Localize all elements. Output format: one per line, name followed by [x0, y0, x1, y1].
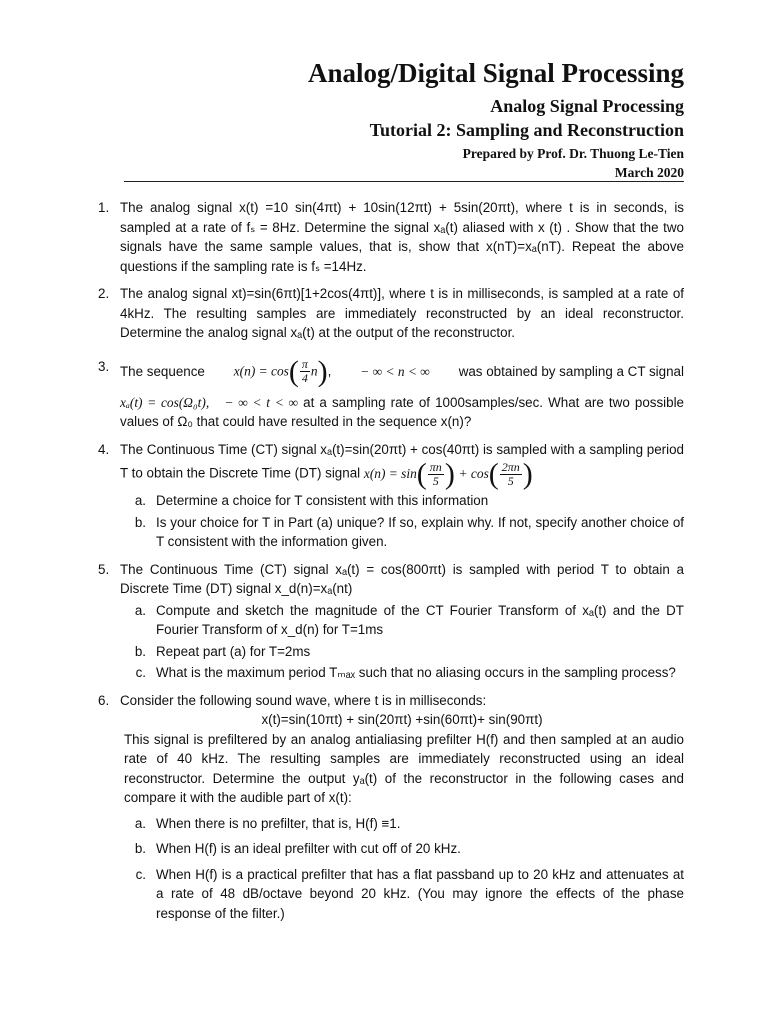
question-text: The analog signal x(t) =10 sin(4πt) + 10sin(12πt) + 5sin(20πt), where t is in seconds, is sampled at a rate of fₛ = 8Hz. Determine the signal xₐ(t) aliased with x (t) . Show that the two signals have the same sample values, that is, show that x(nT)=xₐ(nT). Repeat the above questions if the sampling rate is fₛ =14Hz.: [120, 200, 684, 274]
question-2: [98, 284, 684, 343]
question-body: [120, 440, 684, 552]
sub-text: Repeat part (a) for T=2ms: [156, 643, 311, 659]
close-paren: ): [522, 457, 533, 490]
question-number: 5.: [98, 561, 110, 577]
sub-label: b.: [134, 643, 146, 659]
sequence-lhs: x(n) = cos: [233, 363, 289, 379]
sub-label: a.: [134, 815, 146, 831]
sub-label: a.: [134, 493, 146, 508]
open-paren: (: [288, 354, 299, 388]
document-header: [308, 56, 684, 182]
author-line: Prepared by Prof. Dr. Thuong Le-Tien: [462, 146, 684, 161]
sub-text: When H(f) is an ideal prefilter with cut off of 20 kHz.: [156, 841, 461, 856]
question-body: [120, 560, 684, 683]
sub-text: When H(f) is a practical prefilter that has a flat passband up to 20 kHz and attenuates at a rate of 48 dB/octave beyond 20 kHz. (You may ignore the effects of the phase response of the filter.): [156, 866, 684, 921]
question-list: [98, 198, 684, 931]
question-number: 1.: [98, 200, 110, 215]
plus-cos: + cos: [458, 465, 489, 481]
question-body: [120, 354, 684, 432]
n-range: − ∞ < n < ∞: [360, 363, 430, 379]
date-line: March 2020: [614, 165, 684, 180]
sound-wave-equation: x(t)=sin(10πt) + sin(20πt) +sin(60πt)+ sin(90πt): [261, 712, 543, 727]
sub-question-c: [120, 865, 684, 924]
sub-label: b.: [134, 841, 146, 856]
sequence-formula: x(n) = cos( $\frac{\pi}{4}$ n),: [233, 354, 332, 388]
ct-signal-formula: xₐ(t) = cos(Ω₀t),: [120, 394, 210, 410]
sub-question-a: [120, 814, 684, 834]
question-5: [98, 560, 684, 683]
close-paren: ): [444, 457, 455, 490]
question-intro: Consider the following sound wave, where t is in milliseconds:: [120, 692, 487, 708]
sub-question-a: [120, 601, 684, 640]
fraction-numerator: 2πn: [501, 459, 520, 474]
question-text: The Continuous Time (CT) signal xₐ(t) = cos(800πt) is sampled with period T to obtain a Discrete Time (DT) signal x_d(n)=xₐ(nt): [120, 561, 684, 596]
sub-text: When there is no prefilter, that is, H(f) ≡1.: [156, 815, 401, 831]
fraction-numerator: π: [301, 357, 308, 371]
close-paren: ): [317, 354, 328, 388]
fraction-denominator: 5: [432, 473, 439, 488]
question-number: 2.: [98, 286, 110, 301]
question-3: [98, 354, 684, 432]
question-number: 6.: [98, 692, 110, 708]
pi-over-4-fraction: [300, 358, 310, 385]
question-4: [98, 440, 684, 552]
pi-n-over-5-fraction: [428, 461, 444, 488]
sub-question-b: [120, 839, 684, 859]
tutorial-title: Tutorial 2: Sampling and Reconstruction: [369, 120, 684, 140]
seq-lead: The sequence: [120, 363, 205, 379]
t-range: − ∞ < t < ∞: [224, 394, 299, 410]
question-number: 4.: [98, 441, 110, 457]
question-6: [98, 691, 684, 924]
sub-question-a: [120, 491, 684, 511]
sub-question-c: [120, 663, 684, 683]
header-divider: [124, 181, 684, 182]
question-body: [120, 691, 684, 924]
question-tail: at a sampling rate of 1000samples/sec. What are two possible values of Ω₀ that could have resulted in the sequence x(n)?: [120, 394, 684, 429]
fraction-numerator: πn: [429, 459, 442, 474]
question-text: This signal is prefiltered by an analog antialiasing prefilter H(f) and then sampled at an audio rate of 40 kHz. The resulting samples are immediately reconstructed using an ideal reconstructor. Determine the output yₐ(t) of the reconstructor in the following cases and compare it with the audible part of x(t):: [124, 731, 684, 805]
fraction-denominator: 4: [301, 371, 308, 385]
sub-label: c.: [135, 665, 146, 680]
formula-lhs: x(n) = sin: [363, 465, 417, 481]
sub-label: b.: [134, 514, 146, 530]
sub-question-b: [120, 642, 684, 662]
sub-text: Determine a choice for T consistent with this information: [156, 493, 489, 508]
open-paren: (: [488, 457, 499, 490]
sub-text: Is your choice for T in Part (a) unique? If so, explain why. If not, specify another choice of T consistent with the information given.: [156, 514, 684, 549]
question-text: The Continuous Time (CT) signal xₐ(t)=sin(20πt) + cos(40πt) is sampled with a sampling period T to obtain the Discrete Time (DT) signal: [120, 441, 684, 481]
n-variable: n: [310, 363, 318, 379]
question-number: 3.: [98, 358, 110, 374]
fraction-denominator: 5: [507, 473, 514, 488]
sub-question-b: [120, 513, 684, 552]
2pi-n-over-5-fraction: [500, 461, 522, 488]
open-paren: (: [416, 457, 427, 490]
dt-signal-formula: [363, 457, 533, 490]
sub-text: Compute and sketch the magnitude of the CT Fourier Transform of xₐ(t) and the DT Fourier Transform of x_d(n) for T=1ms: [156, 602, 684, 637]
sub-label: c.: [135, 866, 146, 882]
mid-text: was obtained by sampling a CT signal: [458, 363, 684, 379]
question-1: [98, 198, 684, 276]
question-text: The analog signal xt)=sin(6πt)[1+2cos(4πt)], where t is in milliseconds, is sampled at a rate of 4kHz. The resulting samples are immediately reconstructed by an ideal reconstructor. Determine the analog signal xₐ(t) at the output of the reconstructor.: [120, 286, 684, 340]
document-title: Analog/Digital Signal Processing: [307, 58, 684, 88]
document-subtitle: Analog Signal Processing: [490, 96, 684, 116]
sub-label: a.: [134, 602, 146, 618]
sub-text: What is the maximum period Tₘₐₓ such that no aliasing occurs in the sampling process?: [156, 665, 676, 680]
